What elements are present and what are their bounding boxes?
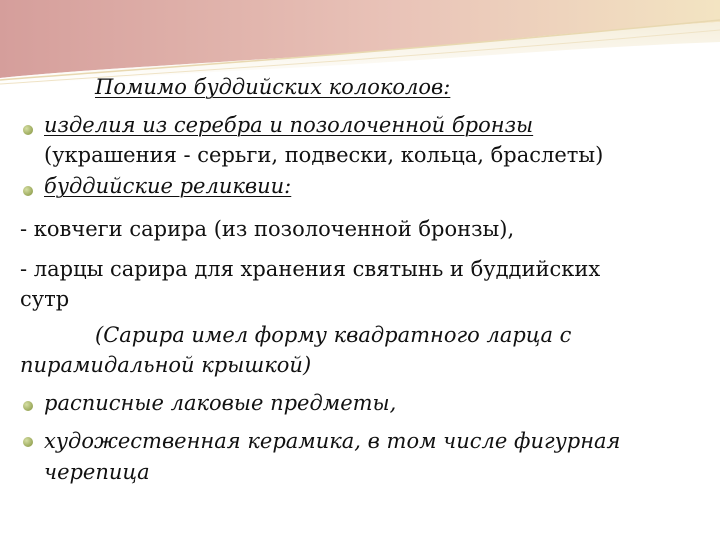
list-item: - ковчеги сарира (из позолоченной бронзы),	[20, 217, 515, 241]
list-item: буддийские реликвии:	[44, 174, 292, 198]
bullet-icon	[23, 437, 33, 447]
slide-heading: Помимо буддийских колоколов:	[95, 75, 451, 99]
bullet-icon	[23, 125, 33, 135]
bullet-icon	[23, 401, 33, 411]
list-item: (Сарира имел форму квадратного ларца с	[95, 323, 572, 347]
list-item: расписные лаковые предметы,	[44, 391, 397, 415]
bullet-icon	[23, 186, 33, 196]
list-item: художественная керамика, в том числе фигурная	[44, 429, 621, 453]
list-item: пирамидальной крышкой)	[20, 353, 312, 377]
list-item: изделия из серебра и позолоченной бронзы	[44, 113, 534, 137]
list-item: (украшения - серьги, подвески, кольца, браслеты)	[44, 143, 604, 167]
list-item: сутр	[20, 287, 70, 311]
list-item: - ларцы сарира для хранения святынь и буддийских	[20, 257, 601, 281]
list-item: черепица	[44, 460, 150, 484]
